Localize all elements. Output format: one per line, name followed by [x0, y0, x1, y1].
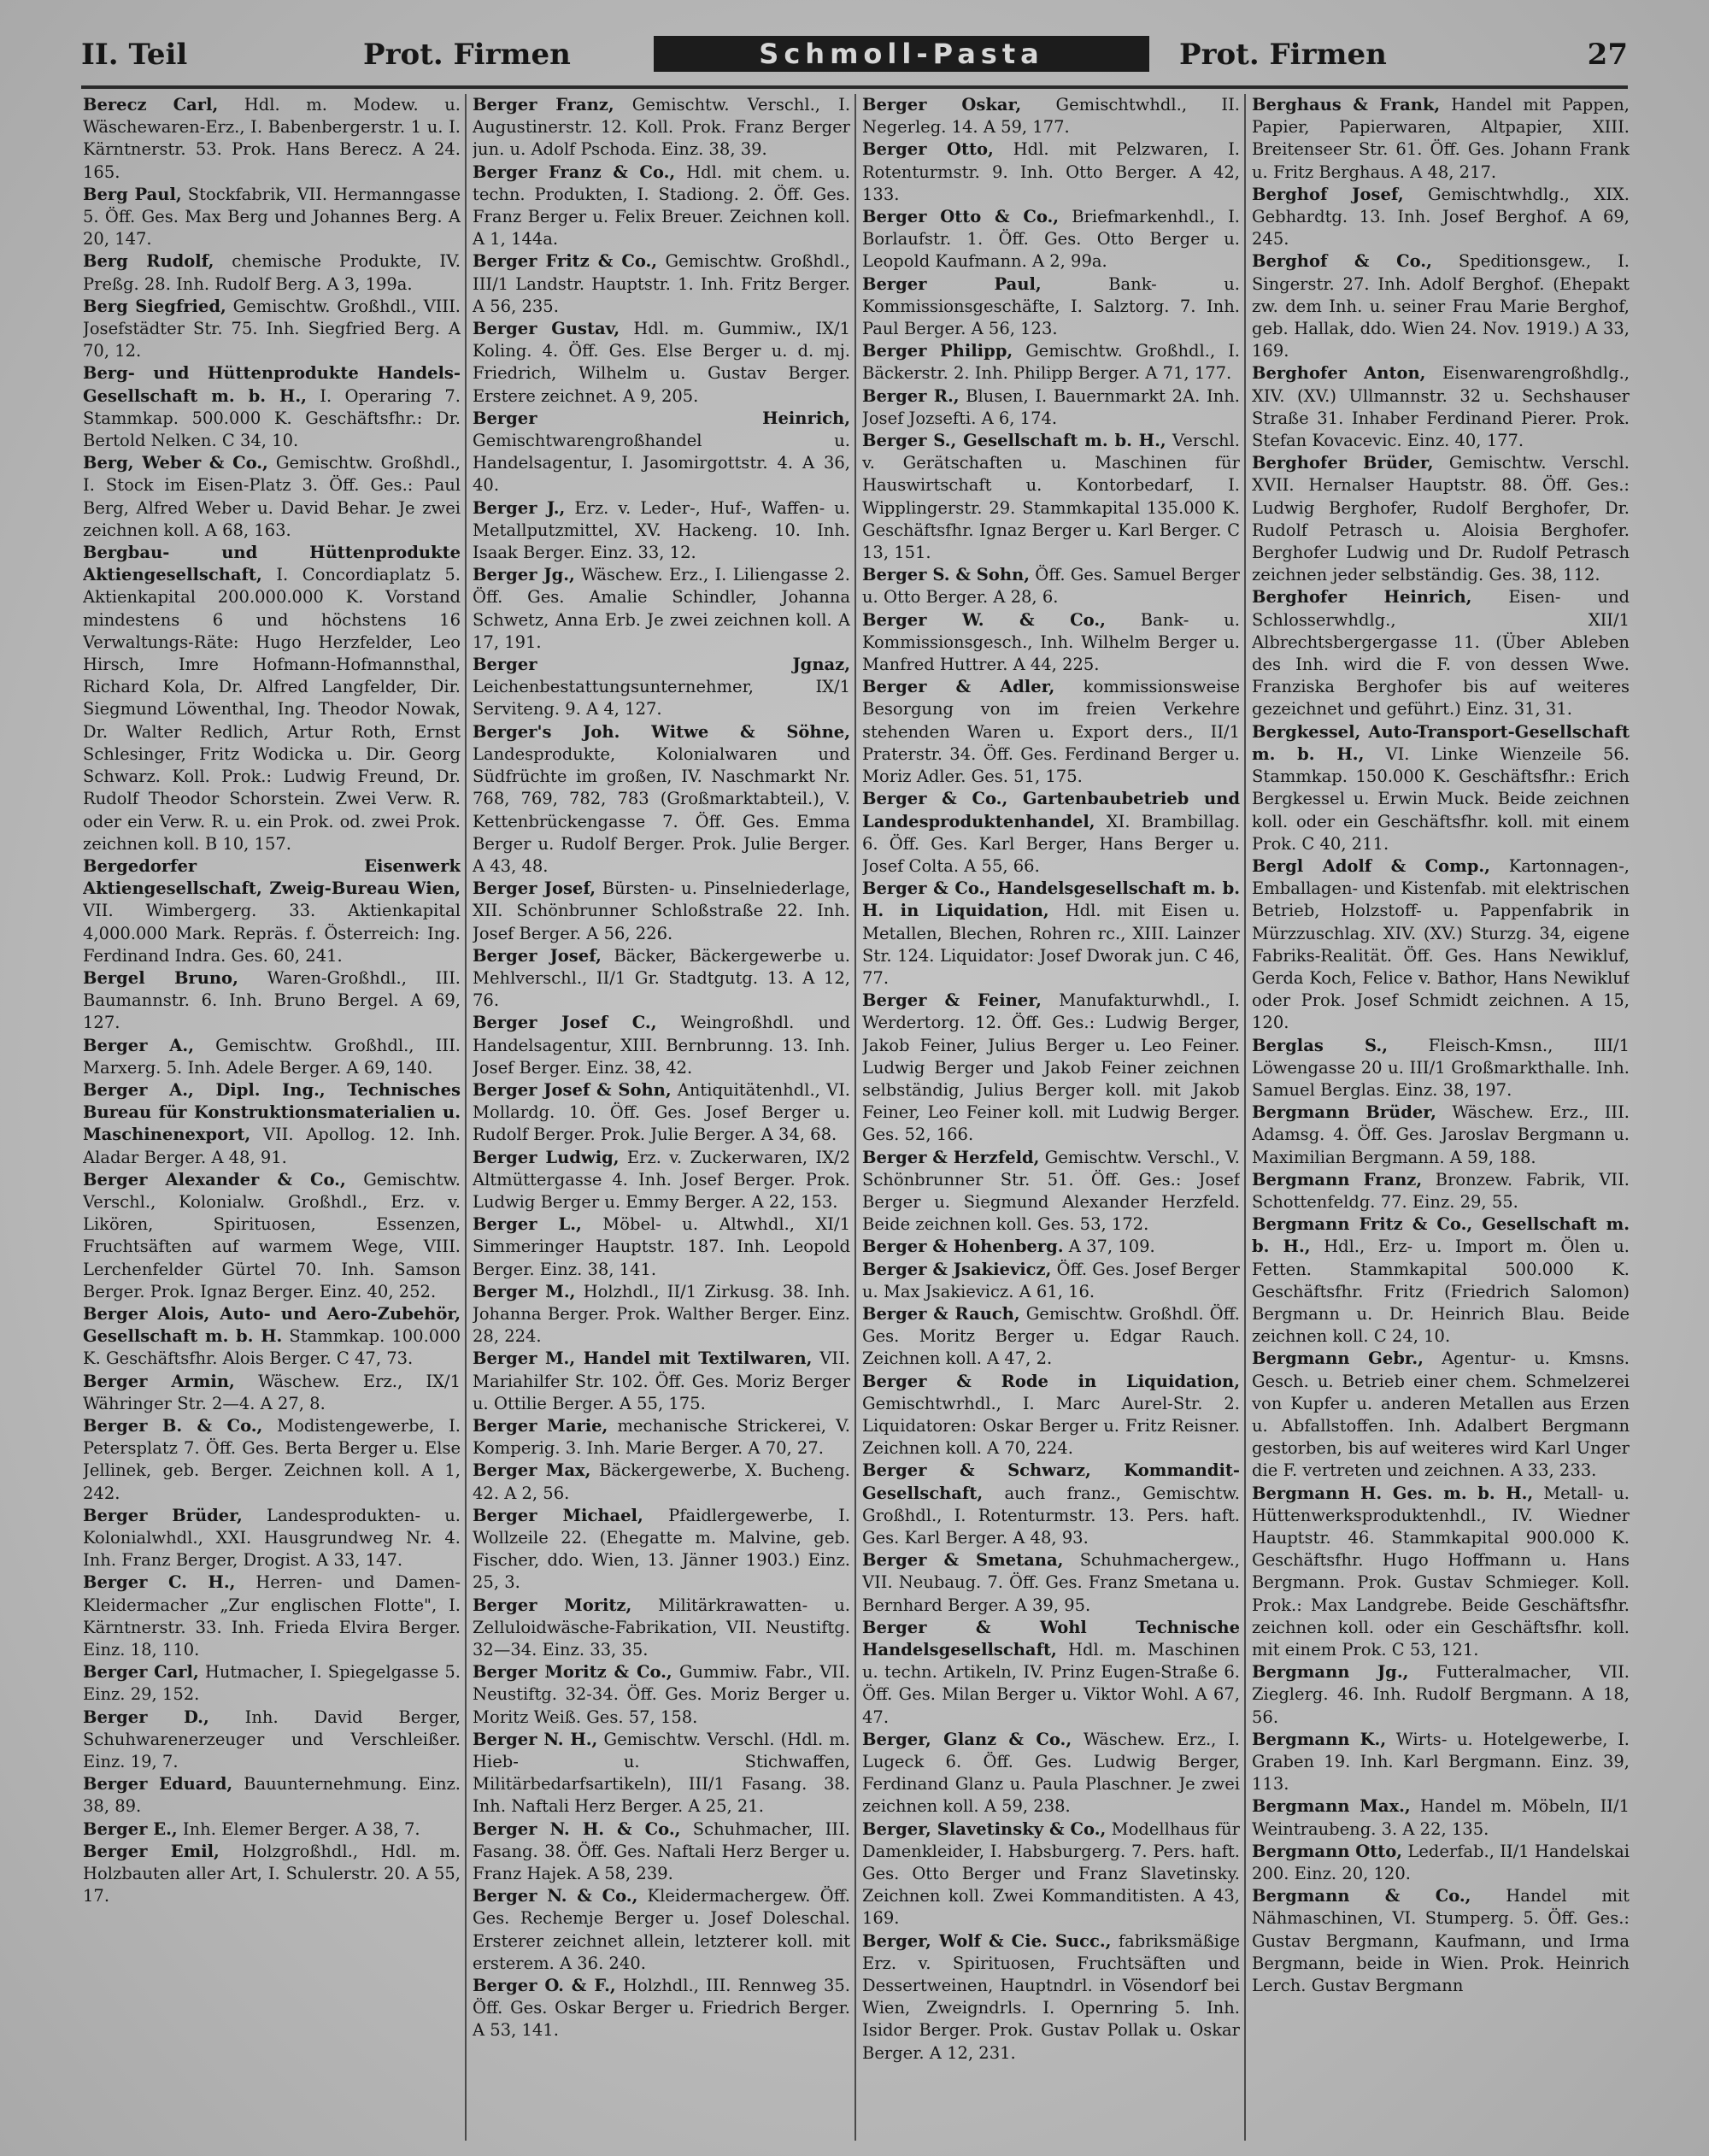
firm-name: Berger Ludwig, — [473, 1147, 620, 1167]
entry-details: Gemischtw. Großhdl., III/1 Landstr. Hauptstr. 1. Inh. Fritz Berger. A 56, 235. — [473, 251, 850, 316]
entry-details: Stockfabrik, VII. Hermanngasse 5. Öff. Ges. Max Berg und Johannes Berg. A 20, 147. — [83, 184, 461, 250]
directory-entry — [862, 385, 1240, 430]
firm-name: Berger Philipp, — [862, 341, 1013, 361]
firm-name: Berghofer Anton, — [1252, 363, 1426, 384]
directory-entry — [473, 721, 850, 878]
entry-details: Eisenwarengroßhdlg., XIV. (XV.) Ullmannstr. 32 u. Sechshauser Straße 31. Inhaber Ferdinand Pierer. Prok. Stefan Kovacevic. Einz. 40, 177. — [1252, 363, 1630, 451]
entry-details: kommissionsweise Besorgung von im freien Verkehre stehenden Waren u. Export ders., II/1 Praterstr. 34. Öff. Ges. Ferdinand Berger u. Moriz Adler. Ges. 51, 175. — [862, 677, 1240, 787]
directory-entry — [862, 1818, 1240, 1930]
directory-entry — [862, 878, 1240, 990]
directory-entry — [862, 206, 1240, 273]
directory-entry — [1252, 1035, 1630, 1102]
firm-name: Berger & Jsakievicz, — [862, 1259, 1052, 1279]
firm-name: Berger, Glanz & Co., — [862, 1729, 1072, 1749]
page-header — [81, 29, 1628, 80]
entry-details: Modistengewerbe, I. Petersplatz 7. Öff. Ges. Berta Berger u. Else Jellinek, geb. Berger. Zeichnen koll. A 1, 242. — [83, 1415, 461, 1503]
firm-name: Berger & Herzfeld, — [862, 1147, 1040, 1167]
directory-entry — [1252, 1729, 1630, 1796]
directory-entry — [862, 340, 1240, 385]
entry-details: auch franz., Gemischtw. Großhdl., I. Rotenturmstr. 13. Pers. haft. Ges. Karl Berger. A 48, 93. — [862, 1483, 1240, 1548]
directory-entry — [473, 408, 850, 497]
entry-details: Lederfab., II/1 Handelskai 200. Einz. 20, 120. — [1252, 1841, 1630, 1884]
firm-name: Berghof Josef, — [1252, 184, 1404, 204]
directory-entry — [862, 1617, 1240, 1729]
entry-details: Blusen, I. Bauernmarkt 2A. Inh. Josef Jozsefti. A 6, 174. — [862, 385, 1240, 428]
entry-details: Gemischtw. Verschl., I. Augustinerstr. 12. Koll. Prok. Franz Berger jun. u. Adolf Pschoda. Einz. 38, 39. — [473, 95, 850, 160]
directory-entry — [1252, 1169, 1630, 1213]
firm-name: Berg- und Hüttenprodukte Handels-Gesellschaft m. b. H., — [83, 363, 461, 406]
firm-name: Bergel Bruno, — [83, 967, 238, 988]
entry-details: Militärkrawatten- u. Zelluloidwäsche-Fabrikation, VII. Neustiftg. 32—34. Einz. 33, 35. — [473, 1595, 850, 1660]
entry-details: Wäschew. Erz., III. Adamsg. 4. Öff. Ges. Jaroslav Bergmann u. Maximilian Bergmann. A 59, 188. — [1252, 1102, 1630, 1167]
directory-entry — [83, 1169, 461, 1303]
firm-name: Berger & Hohenberg. — [862, 1237, 1064, 1257]
entry-details: Bank- u. Kommissionsgesch., Inh. Wilhelm Berger u. Manfred Huttrer. A 44, 225. — [862, 609, 1240, 675]
entry-details: Landesprodukten- u. Kolonialwhdl., XXI. Hausgrundweg Nr. 4. Inh. Franz Berger, Drogist. A 33, 147. — [83, 1505, 461, 1571]
directory-entry — [862, 676, 1240, 788]
entry-details: Manufakturwhdl., I. Werdertorg. 12. Öff. Ges.: Ludwig Berger, Jakob Feiner, Julius Berger u. Leo Feiner. Ludwig Berger und Jakob Feiner zeichnen selbständig, Julius Berger koll. mit Jakob Feiner, Leo Feiner koll. mit Ludwig Berger. Ges. 52, 166. — [862, 990, 1240, 1145]
entry-details: Fleisch-Kmsn., III/1 Löwengasse 20 u. III/1 Großmarkthalle. Inh. Samuel Berglas. Einz. 38, 197. — [1252, 1035, 1630, 1100]
directory-entry — [862, 1729, 1240, 1818]
column-1 — [83, 94, 461, 2141]
firm-name: Berger N. H. & Co., — [473, 1818, 681, 1839]
firm-name: Berger C. H., — [83, 1572, 236, 1593]
entry-details: Verschl. v. Gerätschaften u. Maschinen für Hauswirtschaft u. Kontorbedarf, I. Wipplingerstr. 29. Stammkapital 135.000 K. Geschäftsfhr. Ignaz Berger u. Karl Berger. C 13, 151. — [862, 431, 1240, 563]
directory-entry — [83, 1079, 461, 1169]
directory-entry — [473, 1348, 850, 1415]
directory-entry — [1252, 1795, 1630, 1840]
directory-entry — [862, 1371, 1240, 1460]
firm-name: Berger Brüder, — [83, 1505, 243, 1525]
firm-name: Berger Oskar, — [862, 95, 1022, 115]
entry-details: Agentur- u. Kmsns. Gesch. u. Betrieb einer chem. Schmelzerei von Kupfer u. anderen Metallen aus Erzen u. Abfallstoffen. Inh. Adalbert Bergmann gestorben, bis auf weiteres wird Karl Unger die F. vertreten und zeichnen. A 33, 233. — [1252, 1348, 1630, 1481]
firm-name: Berger, Slavetinsky & Co., — [862, 1818, 1107, 1839]
directory-entry — [1252, 1483, 1630, 1662]
firm-name: Berger S., Gesellschaft m. b. H., — [862, 431, 1166, 451]
entry-details: VII. Wimbergerg. 33. Aktienkapital 4,000.000 Mark. Repräs. f. Österreich: Ing. Ferdinand Indra. Ges. 60, 241. — [83, 901, 461, 966]
entry-details: Futteralmacher, VII. Zieglerg. 46. Inh. Rudolf Bergmann. A 18, 56. — [1252, 1662, 1630, 1727]
firm-name: Berger A., — [83, 1035, 194, 1055]
entry-details: Wirts- u. Hotelgewerbe, I. Graben 19. Inh. Karl Bergmann. Einz. 39, 113. — [1252, 1729, 1630, 1795]
firm-name: Berglas S., — [1252, 1035, 1389, 1055]
entry-details: A 37, 109. — [1063, 1237, 1155, 1257]
directory-entry — [83, 1571, 461, 1661]
entry-details: VII. Mariahilfer Str. 102. Öff. Ges. Moriz Berger u. Ottilie Berger. A 55, 175. — [473, 1348, 850, 1413]
advertisement-banner: Schmoll-Pasta — [654, 36, 1149, 72]
directory-entry — [83, 1415, 461, 1505]
header-rule — [81, 85, 1628, 89]
firm-name: Berger Moritz, — [473, 1595, 632, 1615]
directory-entry — [473, 162, 850, 251]
firm-name: Berger Jg., — [473, 565, 575, 585]
firm-name: Bergl Adolf & Comp., — [1252, 855, 1490, 876]
entry-details: Weingroßhdl. und Handelsagentur, XIII. Bernbrunng. 13. Inh. Josef Berger. Einz. 38, 42. — [473, 1013, 850, 1078]
entry-details: Inh. David Berger, Schuhwarenerzeuger und Verschleißer. Einz. 19, 7. — [83, 1707, 461, 1772]
firm-name: Berger Carl, — [83, 1662, 199, 1683]
firm-name: Bergmann Otto, — [1252, 1841, 1403, 1861]
firm-name: Berger Gustav, — [473, 319, 620, 339]
directory-entry — [862, 1460, 1240, 1549]
directory-entry — [83, 1773, 461, 1818]
entry-details: Möbel- u. Altwhdl., XI/1 Simmeringer Hauptstr. 187. Inh. Leopold Berger. Einz. 38, 141. — [473, 1214, 850, 1279]
firm-name: Berger & Co., Handelsgesellschaft m. b. H. in Liquidation, — [862, 878, 1240, 921]
firm-name: Berger R., — [862, 385, 960, 406]
firm-name: Berger W. & Co., — [862, 609, 1106, 630]
running-head-right: Prot. Firmen — [1179, 38, 1387, 72]
directory-entry — [473, 1415, 850, 1460]
directory-entry — [862, 273, 1240, 341]
directory-entry — [1252, 721, 1630, 855]
directory-entry — [1252, 452, 1630, 586]
entry-details: Holzhdl., III. Rennweg 35. Öff. Ges. Oskar Berger u. Friedrich Berger. A 53, 141. — [473, 1976, 850, 2041]
firm-name: Berger Michael, — [473, 1505, 643, 1525]
firm-name: Berger Josef C., — [473, 1013, 657, 1033]
directory-entry — [1252, 855, 1630, 1035]
entry-details: Hdl. m. Gummiw., IX/1 Koling. 4. Öff. Ges. Else Berger u. d. mj. Friedrich, Wilhelm u. Gustav Berger. Erstere zeichnet. A 9, 205. — [473, 319, 850, 406]
directory-entry — [862, 1930, 1240, 2065]
entry-details: Briefmarkenhdl., I. Borlaufstr. 1. Öff. Ges. Otto Berger u. Leopold Kaufmann. A 2, 99a. — [862, 207, 1240, 272]
firm-name: Berg, Weber & Co., — [83, 453, 268, 473]
entry-details: Öff. Ges. Samuel Berger u. Otto Berger. A 28, 6. — [862, 565, 1240, 608]
firm-name: Berger Alexander & Co., — [83, 1169, 346, 1190]
directory-entry — [1252, 184, 1630, 251]
entry-details: VII. Apollog. 12. Inh. Aladar Berger. A 48, 91. — [83, 1125, 461, 1167]
directory-entry — [862, 564, 1240, 608]
column-4 — [1252, 94, 1630, 2141]
directory-entry — [473, 1079, 850, 1147]
directory-entry — [862, 1549, 1240, 1617]
directory-entry — [1252, 1213, 1630, 1348]
firm-name: Berger Jgnaz, — [473, 655, 850, 675]
firm-name: Bergmann Brüder, — [1252, 1102, 1436, 1123]
firm-name: Berghofer Brüder, — [1252, 453, 1434, 473]
entry-details: Gemischtw. Großhdl., III. Marxerg. 5. Inh. Adele Berger. A 69, 140. — [83, 1035, 461, 1078]
directory-entry — [862, 1147, 1240, 1237]
directory-entry — [473, 564, 850, 654]
entry-details: Eisen- und Schlosserwhdlg., XII/1 Albrechtsbergergasse 11. (Über Ableben des Inh. wird die F. von dessen Wwe. Franziska Berghofer bis auf weiteres gezeichnet und geführt.) Einz. 31, 31. — [1252, 587, 1630, 720]
firm-name: Berger & Smetana, — [862, 1550, 1064, 1571]
firm-name: Berg Siegfried, — [83, 296, 226, 316]
directory-entry — [83, 1661, 461, 1706]
entry-details: I. Concordiaplatz 5. Aktienkapital 200.000.000 K. Vorstand mindestens 6 und höchstens 16 Verwaltungs-Räte: Hugo Herzfelder, Leo Hirsch, Imre Hofmann-Hofmannsthal, Richard Kola, Dr. Alfred Langfelder, Dir. Siegmund Löwenthal, Ing. Theodor Nowak, Dr. Walter Redlich, Artur Roth, Ernst Schlesinger, Fritz Wodicka u. Dir. Georg Schwarz. Koll. Prok.: Ludwig Freund, Dr. Rudolf Theodor Schorstein. Zwei Verw. R. oder ein Verw. R. u. ein Prok. od. zwei Prok. zeichnen koll. B 10, 157. — [83, 565, 461, 854]
entry-details: Hdl., Erz- u. Import m. Ölen u. Fetten. Stammkapital 500.000 K. Geschäftsfhr. Fritz (Friedrich Salomon) Bergmann u. Dr. Heinrich Blau. Beide zeichnen koll. C 24, 10. — [1252, 1237, 1630, 1347]
entry-details: Holzgroßhdl., Hdl. m. Holzbauten aller Art, I. Schulerstr. 20. A 55, 17. — [83, 1841, 461, 1906]
entry-details: Gemischtw. Verschl. XVII. Hernalser Hauptstr. 88. Öff. Ges.: Ludwig Berghofer, Rudolf Berghofer, Dr. Rudolf Petrasch u. Aloisia Berghofer. Berghofer Ludwig und Dr. Rudolf Petrasch zeichnen jeder selbständig. Ges. 38, 112. — [1252, 453, 1630, 585]
firm-name: Berghofer Heinrich, — [1252, 587, 1472, 608]
directory-entry — [473, 654, 850, 721]
directory-entry — [83, 1841, 461, 1908]
entry-details: Erz. v. Zuckerwaren, IX/2 Altmüttergasse 4. Inh. Josef Berger. Prok. Ludwig Berger u. Emmy Berger. A 22, 153. — [473, 1147, 850, 1212]
firm-name: Berger & Schwarz, Kommandit-Gesellschaft, — [862, 1460, 1240, 1503]
directory-entry — [473, 945, 850, 1013]
entry-details: Schuhmacher, III. Fasang. 38. Öff. Ges. Naftali Herz Berger u. Franz Hajek. A 58, 239. — [473, 1818, 850, 1884]
directory-entry — [862, 430, 1240, 564]
entry-details: Gemischtw. Großhdl., I. Bäckerstr. 2. Inh. Philipp Berger. A 71, 177. — [862, 341, 1240, 384]
column-divider — [1244, 94, 1246, 2141]
firm-name: Berger Moritz & Co., — [473, 1662, 672, 1683]
entry-details: Bäckergewerbe, X. Bucheng. 42. A 2, 56. — [473, 1460, 850, 1503]
firm-name: Berger & Wohl Technische Handelsgesellschaft, — [862, 1617, 1240, 1660]
entry-details: chemische Produkte, IV. Preßg. 28. Inh. Rudolf Berg. A 3, 199a. — [83, 251, 461, 294]
firm-name: Berger N. & Co., — [473, 1886, 638, 1906]
entry-details: Gemischtw. Verschl. (Hdl. m. Hieb- u. Stichwaffen, Militärbedarfsartikeln), III/1 Fasang. 38. Inh. Naftali Herz Berger. A 25, 21. — [473, 1729, 850, 1817]
directory-entry — [473, 1147, 850, 1214]
directory-entry — [83, 542, 461, 855]
entry-details: Hutmacher, I. Spiegelgasse 5. Einz. 29, 152. — [83, 1662, 461, 1705]
firm-name: Berger & Feiner, — [862, 990, 1042, 1011]
entry-details: Schuhmachergew., VII. Neubaug. 7. Öff. Ges. Franz Smetana u. Bernhard Berger. A 39, 95. — [862, 1550, 1240, 1615]
running-head-left: Prot. Firmen — [363, 38, 571, 72]
directory-entry — [862, 94, 1240, 138]
firm-name: Bergedorfer Eisenwerk Aktiengesellschaft, Zweig-Bureau Wien, — [83, 855, 461, 899]
entry-details: Gemischtw. Verschl., V. Schönbrunner Str. 51. Öff. Ges.: Josef Berger u. Siegmund Alexander Herzfeld. Beide zeichnen koll. Ges. 53, 172. — [862, 1147, 1240, 1235]
firm-name: Berger Fritz & Co., — [473, 251, 658, 272]
entry-details: Antiquitätenhdl., VI. Mollardg. 10. Öff. Ges. Josef Berger u. Rudolf Berger. Prok. Julie Berger. A 34, 68. — [473, 1079, 850, 1145]
entry-details: Kleidermachergew. Öff. Ges. Rechemje Berger u. Josef Doleschal. Ersterer zeichnet allein, letzterer koll. mit ersterem. A 36. 240. — [473, 1886, 850, 1973]
directory-entry — [473, 250, 850, 318]
entry-details: Gemischtwhdl., II. Negerleg. 14. A 59, 177. — [862, 95, 1240, 138]
directory-entry — [473, 1505, 850, 1595]
firm-name: Berger's Joh. Witwe & Söhne, — [473, 721, 850, 742]
entry-details: Hdl. mit Eisen u. Metallen, Blechen, Rohren rc., XIII. Lainzer Str. 124. Liquidator: Josef Dworak jun. C 46, 77. — [862, 901, 1240, 988]
entry-details: Öff. Ges. Josef Berger u. Max Jsakievicz. A 61, 16. — [862, 1259, 1240, 1301]
directory-entry — [473, 1661, 850, 1729]
firm-name: Berger D., — [83, 1707, 209, 1727]
firm-name: Berger A., Dipl. Ing., Technisches Bureau für Konstruktionsmaterialien u. Maschinenexport, — [83, 1079, 461, 1145]
directory-entry — [473, 1595, 850, 1662]
directory-entry — [1252, 1841, 1630, 1885]
directory-entry — [862, 1259, 1240, 1303]
directory-entry — [1252, 362, 1630, 452]
entry-details: Kartonnagen-, Emballagen- und Kistenfab. mit elektrischen Betrieb, Holzstoff- u. Pappenfabrik in Mürzzuschlag. XIV. (XV.) Sturzg. 34, eigene Fabriks-Realität. Öff. Ges. Hans Newikluf, Gerda Koch, Felice v. Bathor, Hans Newikluf oder Prok. Josef Schmidt zeichnen. A 15, 120. — [1252, 855, 1630, 1033]
firm-name: Berger Josef, — [473, 945, 602, 966]
directory-entry — [83, 296, 461, 363]
entry-details: Modellhaus für Damenkleider, I. Habsburgerg. 7. Pers. haft. Ges. Otto Berger und Franz Slavetinsky. Zeichnen koll. Zwei Kommanditisten. A 43, 169. — [862, 1818, 1240, 1929]
firm-name: Berger Max, — [473, 1460, 591, 1481]
firm-name: Berger Josef & Sohn, — [473, 1079, 672, 1100]
section-label: II. Teil — [81, 38, 188, 72]
firm-name: Bergkessel, Auto-Transport-Gesellschaft m. b. H., — [1252, 721, 1630, 764]
directory-entry — [1252, 1101, 1630, 1169]
entry-details: Bronzew. Fabrik, VII. Schottenfeldg. 77. Einz. 29, 55. — [1252, 1169, 1630, 1212]
firm-name: Berger M., Handel mit Textilwaren, — [473, 1348, 813, 1369]
entry-details: mechanische Strickerei, V. Komperig. 3. Inh. Marie Berger. A 70, 27. — [473, 1415, 850, 1459]
firm-name: Berger Marie, — [473, 1415, 608, 1436]
firm-name: Berger J., — [473, 497, 566, 518]
firm-name: Berger O. & F., — [473, 1976, 616, 1996]
entry-details: Wäschew. Erz., IX/1 Währinger Str. 2—4. A 27, 8. — [83, 1371, 461, 1413]
column-2 — [473, 94, 850, 2141]
directory-entry — [1252, 1885, 1630, 1997]
firm-name: Bergmann Gebr., — [1252, 1348, 1424, 1369]
directory-entry — [862, 990, 1240, 1146]
firm-name: Bergmann H. Ges. m. b. H., — [1252, 1483, 1534, 1503]
directory-entry — [473, 318, 850, 408]
entry-details: Handel mit Nähmaschinen, VI. Stumperg. 5. Öff. Ges.: Gustav Bergmann, Kaufmann, und Irma Bergmann, beide in Wien. Prok. Heinrich Lerch. Gustav Bergmann — [1252, 1886, 1630, 1996]
firm-name: Berger L., — [473, 1214, 582, 1235]
entry-details: Speditionsgew., I. Singerstr. 27. Inh. Adolf Berghof. (Ehepakt zw. dem Inh. u. seiner Frau Marie Berghof, geb. Hallak, ddo. Wien 24. Nov. 1919.) A 33, 169. — [1252, 251, 1630, 361]
entry-details: Hdl. m. Modew. u. Wäschewaren-Erz., I. Babenbergerstr. 1 u. I. Kärntnerstr. 53. Prok. Hans Berecz. A 24. 165. — [83, 95, 461, 182]
directory-entry — [473, 878, 850, 945]
entry-details: Gemischtwarengroßhandel u. Handelsagentur, I. Jasomirgottstr. 4. A 36, 40. — [473, 431, 850, 496]
firm-name: Berger Otto & Co., — [862, 207, 1060, 227]
entry-details: Landesprodukte, Kolonialwaren und Südfrüchte im großen, IV. Naschmarkt Nr. 768, 769, 782, 783 (Großmarktabteil.), V. Kettenbrückengasse 7. Öff. Ges. Emma Berger u. Rudolf Berger. Prok. Julie Berger. A 43, 48. — [473, 743, 850, 876]
firm-name: Berger Eduard, — [83, 1774, 233, 1795]
entry-details: Leichenbestattungsunternehmer, IX/1 Serviteng. 9. A 4, 127. — [473, 677, 850, 720]
page-number: 27 — [1587, 38, 1628, 72]
column-divider — [465, 94, 467, 2141]
entry-details: Bauunternehmung. Einz. 38, 89. — [83, 1774, 461, 1817]
firm-name: Berg Rudolf, — [83, 251, 214, 272]
firm-name: Bergmann Max., — [1252, 1796, 1411, 1817]
entry-details: VI. Linke Wienzeile 56. Stammkap. 150.000 K. Geschäftsfhr.: Erich Bergkessel u. Erwin Muck. Beide zeichnen koll. oder ein Geschäftsfhr. koll. mit einem Prok. C 40, 211. — [1252, 743, 1630, 854]
firm-name: Berg Paul, — [83, 184, 182, 204]
entry-details: Stammkap. 100.000 K. Geschäftsfhr. Alois Berger. C 47, 73. — [83, 1326, 461, 1369]
firm-name: Berecz Carl, — [83, 95, 219, 115]
directory-entry — [83, 967, 461, 1035]
firm-name: Berger Paul, — [862, 273, 1042, 294]
directory-entry — [1252, 250, 1630, 362]
firm-name: Bergmann Franz, — [1252, 1169, 1423, 1190]
directory-entry — [83, 855, 461, 967]
firm-name: Bergmann & Co., — [1252, 1886, 1471, 1906]
entry-details: Gemischtw. Großhdl., VIII. Josefstädter Str. 75. Inh. Siegfried Berg. A 70, 12. — [83, 296, 461, 361]
firm-name: Berger Alois, Auto- und Aero-Zubehör, Gesellschaft m. b. H. — [83, 1303, 461, 1347]
entry-details: fabriksmäßige Erz. v. Spirituosen, Fruchtsäften und Dessertweinen, Hauptndrl. in Vösendorf bei Wien, Zweigndrls. I. Opernring 5. Inh. Isidor Berger. Prok. Gustav Pollak u. Oskar Berger. A 12, 231. — [862, 1930, 1240, 2063]
firm-name: Bergbau- und Hüttenprodukte Aktiengesellschaft, — [83, 543, 461, 585]
firm-name: Bergmann Fritz & Co., Gesellschaft m. b. H., — [1252, 1214, 1630, 1257]
directory-entry — [83, 184, 461, 251]
firm-name: Berger & Co., Gartenbaubetrieb und Landesproduktenhandel, — [862, 789, 1240, 831]
entry-details: Hdl. mit Pelzwaren, I. Rotenturmstr. 9. Inh. Otto Berger. A 42, 133. — [862, 139, 1240, 204]
directory-entry — [473, 497, 850, 565]
column-divider — [854, 94, 856, 2141]
directory-entry — [83, 94, 461, 184]
entry-details: Handel mit Pappen, Papier, Papierwaren, Altpapier, XIII. Breitenseer Str. 61. Öff. Ges. Johann Frank u. Fritz Berghaus. A 48, 217. — [1252, 95, 1630, 182]
firm-name: Berger Franz, — [473, 95, 614, 115]
firm-name: Berghaus & Frank, — [1252, 95, 1441, 115]
entry-details: Inh. Elemer Berger. A 38, 7. — [177, 1818, 420, 1839]
directory-entry — [473, 1885, 850, 1975]
firm-name: Berger E., — [83, 1818, 178, 1839]
entry-details: Hdl. m. Maschinen u. techn. Artikeln, IV. Prinz Eugen-Straße 6. Öff. Ges. Milan Berger u. Viktor Wohl. A 67, 47. — [862, 1640, 1240, 1727]
firm-name: Berger Josef, — [473, 878, 596, 899]
entry-details: Gemischtw. Verschl., Kolonialw. Großhdl., Erz. v. Likören, Spirituosen, Essenzen, Fruchtsäften auf warmem Wege, VIII. Lerchenfelder Gürtel 70. Inh. Samson Berger. Prok. Ignaz Berger. Einz. 40, 252. — [83, 1169, 461, 1301]
entry-details: Bäcker, Bäckergewerbe u. Mehlverschl., II/1 Gr. Stadtgutg. 13. A 12, 76. — [473, 945, 850, 1011]
directory-entry — [862, 609, 1240, 677]
directory-entry — [473, 94, 850, 162]
directory-entry — [473, 1460, 850, 1504]
entry-details: Gemischtw. Großhdl. Öff. Ges. Moritz Berger u. Edgar Rauch. Zeichnen koll. A 47, 2. — [862, 1303, 1240, 1369]
firm-name: Berghof & Co., — [1252, 251, 1432, 272]
entry-details: Herren- und Damen-Kleidermacher „Zur englischen Flotte", I. Kärntnerstr. 33. Inh. Frieda Elvira Berger. Einz. 18, 110. — [83, 1572, 461, 1660]
entry-details: Gemischtwhdlg., XIX. Gebhardtg. 13. Inh. Josef Berghof. A 69, 245. — [1252, 184, 1630, 250]
entry-details: Erz. v. Leder-, Huf-, Waffen- u. Metallputzmittel, XV. Hackeng. 10. Inh. Isaak Berger. Einz. 33, 12. — [473, 497, 850, 563]
entry-details: XI. Brambillag. 6. Öff. Ges. Karl Berger, Hans Berger u. Josef Colta. A 55, 66. — [862, 811, 1240, 876]
directory-entry — [473, 1729, 850, 1818]
entry-details: Pfaidlergewerbe, I. Wollzeile 22. (Ehegatte m. Malvine, geb. Fischer, ddo. Wien, 13. Jänner 1903.) Einz. 25, 3. — [473, 1505, 850, 1593]
firm-name: Berger S. & Sohn, — [862, 565, 1030, 585]
firm-name: Berger Armin, — [83, 1371, 235, 1391]
directory-entry — [83, 452, 461, 542]
directory-entry — [83, 1707, 461, 1774]
firm-name: Berger N. H., — [473, 1729, 598, 1749]
column-3 — [862, 94, 1240, 2141]
entry-details: Gemischtwrhdl., I. Marc Aurel-Str. 2. Liquidatoren: Oskar Berger u. Fritz Reisner. Zeichnen koll. A 70, 224. — [862, 1393, 1240, 1459]
entry-details: Hdl. mit chem. u. techn. Produkten, I. Stadiong. 2. Öff. Ges. Franz Berger u. Felix Breuer. Zeichnen koll. A 1, 144a. — [473, 162, 850, 250]
entry-details: Handel m. Möbeln, II/1 Weintraubeng. 3. A 22, 135. — [1252, 1796, 1630, 1839]
entry-details: Holzhdl., II/1 Zirkusg. 38. Inh. Johanna Berger. Prok. Walther Berger. Einz. 28, 224. — [473, 1281, 850, 1347]
directory-entry — [473, 1818, 850, 1886]
firm-name: Berger Franz & Co., — [473, 162, 676, 182]
firm-name: Berger M., — [473, 1281, 576, 1301]
directory-entry — [83, 1303, 461, 1371]
entry-details: I. Operaring 7. Stammkap. 500.000 K. Geschäftsfhr.: Dr. Bertold Nelken. C 34, 10. — [83, 385, 461, 451]
directory-entry — [473, 1213, 850, 1281]
firm-name: Berger B. & Co., — [83, 1415, 263, 1436]
entry-details: Gemischtw. Großhdl., I. Stock im Eisen-Platz 3. Öff. Ges.: Paul Berg, Alfred Weber u. David Behar. Je zwei zeichnen koll. A 68, 163. — [83, 453, 461, 540]
directory-entry — [1252, 1661, 1630, 1729]
firm-name: Bergmann K., — [1252, 1729, 1387, 1749]
firm-name: Berger & Rauch, — [862, 1303, 1020, 1324]
firm-name: Bergmann Jg., — [1252, 1662, 1409, 1683]
firm-name: Berger Emil, — [83, 1841, 220, 1861]
directory-entry — [83, 1035, 461, 1079]
directory-entry — [83, 1818, 461, 1841]
entry-details: Wäschew. Erz., I. Lugeck 6. Öff. Ges. Ludwig Berger, Ferdinand Glanz u. Paula Plaschner. Je zwei zeichnen koll. A 59, 238. — [862, 1729, 1240, 1817]
firm-name: Berger Heinrich, — [473, 408, 850, 428]
directory-entry — [473, 1281, 850, 1348]
directory-entry — [83, 362, 461, 452]
entry-details: Metall- u. Hüttenwerksproduktenhdl., IV. Wiedner Hauptstr. 46. Stammkapital 900.000 K. Geschäftsfhr. Hugo Hoffmann u. Hans Bergmann. Prok. Gustav Schmieger. Koll. Prok.: Max Landgrebe. Beide Geschäftsfhr. zeichnen koll. oder ein Geschäftsfhr. koll. mit einem Prok. C 53, 121. — [1252, 1483, 1630, 1660]
directory-entry — [473, 1975, 850, 2042]
entry-details: Wäschew. Erz., I. Liliengasse 2. Öff. Ges. Amalie Schindler, Johanna Schwetz, Anna Erb. Je zwei zeichnen koll. A 17, 191. — [473, 565, 850, 652]
directory-entry — [83, 1505, 461, 1572]
entry-details: Waren-Großhdl., III. Baumannstr. 6. Inh. Bruno Bergel. A 69, 127. — [83, 967, 461, 1033]
firm-name: Berger & Adler, — [862, 677, 1055, 697]
directory-entry — [862, 1303, 1240, 1371]
entry-details: Bank- u. Kommissionsgeschäfte, I. Salztorg. 7. Inh. Paul Berger. A 56, 123. — [862, 273, 1240, 339]
directory-entry — [862, 788, 1240, 878]
firm-name: Berger Otto, — [862, 139, 994, 160]
directory-entry — [862, 1236, 1240, 1258]
firm-name: Berger, Wolf & Cie. Succ., — [862, 1930, 1112, 1951]
directory-entry — [83, 250, 461, 295]
directory-entry — [862, 138, 1240, 206]
directory-entry — [1252, 586, 1630, 720]
directory-entry — [473, 1012, 850, 1079]
firm-name: Berger & Rode in Liquidation, — [862, 1371, 1240, 1391]
directory-entry — [83, 1371, 461, 1415]
directory-entry — [1252, 94, 1630, 184]
entry-details: Gummiw. Fabr., VII. Neustiftg. 32-34. Öff. Ges. Moriz Berger u. Moritz Weiß. Ges. 57, 158. — [473, 1662, 850, 1727]
entry-details: Bürsten- u. Pinselniederlage, XII. Schönbrunner Schloßstraße 22. Inh. Josef Berger. A 56, 226. — [473, 878, 850, 943]
directory-entry — [1252, 1348, 1630, 1482]
